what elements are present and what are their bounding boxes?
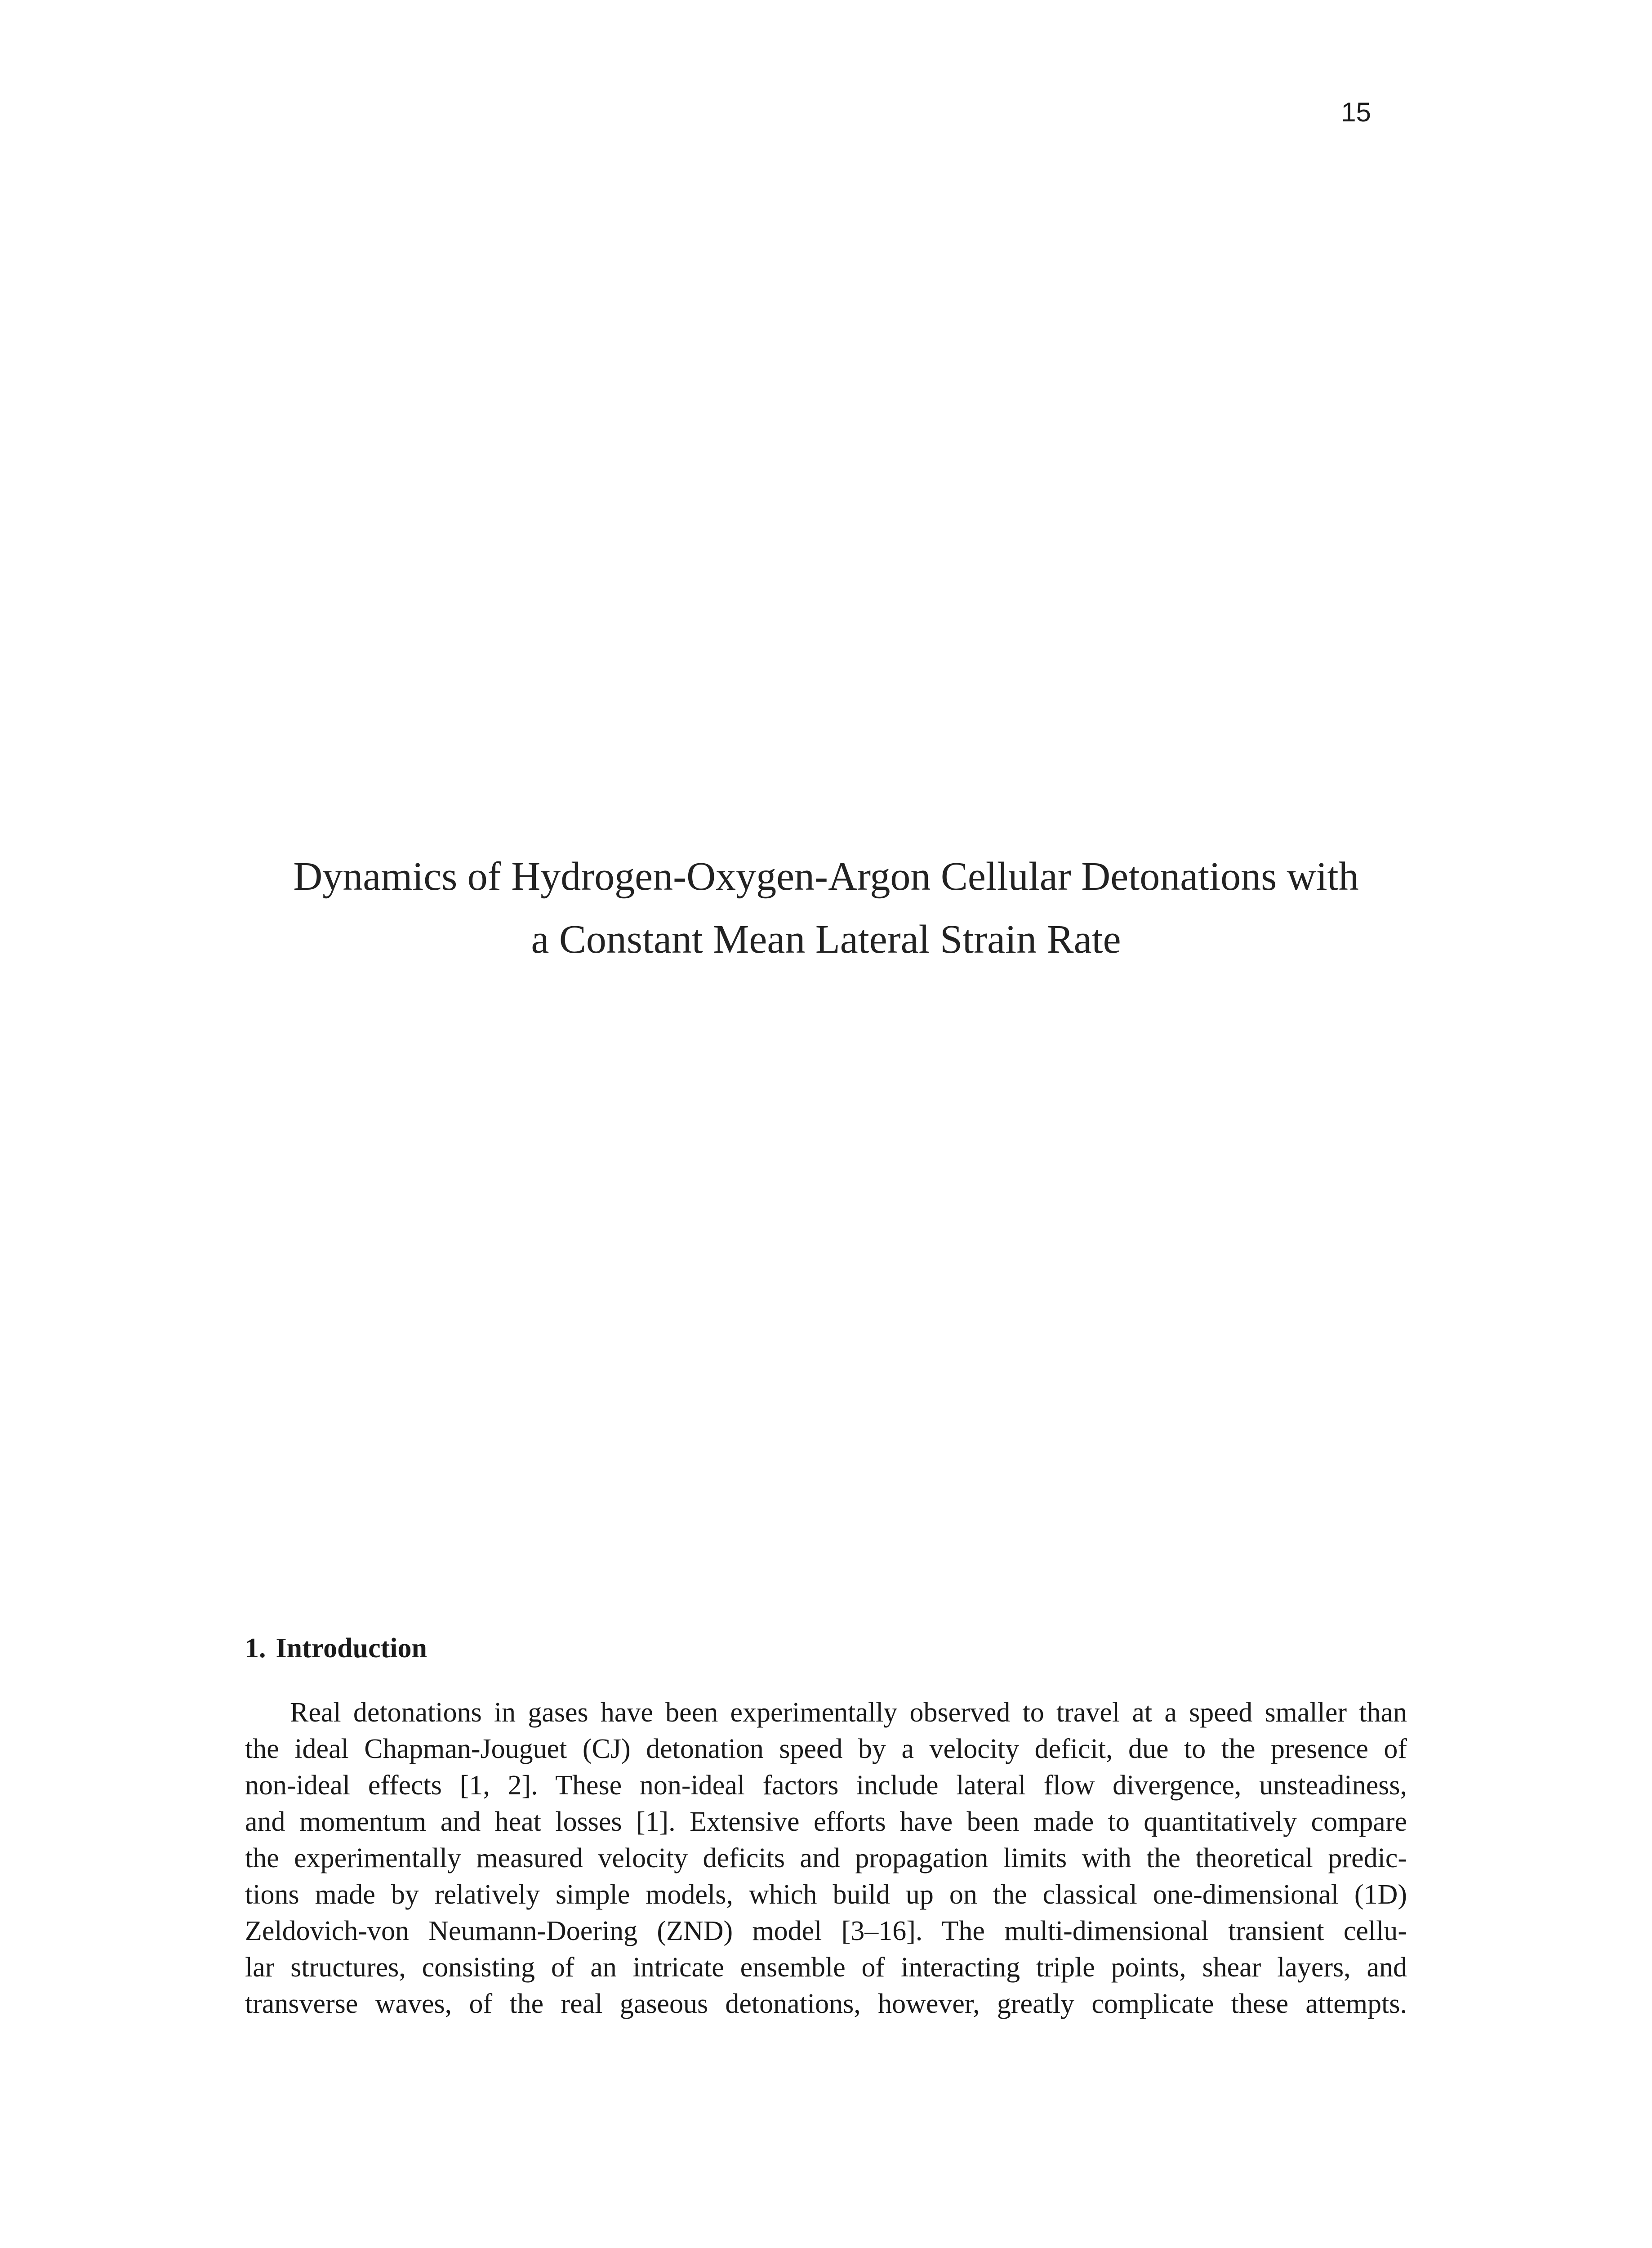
paragraph-line: Real detonations in gases have been experimentally observed to travel at a speed smaller than	[290, 1697, 1407, 1728]
title-line-1: Dynamics of Hydrogen-Oxygen-Argon Cellular Detonations with	[293, 854, 1359, 899]
section-heading	[245, 1634, 1407, 1662]
paragraph-line: and momentum and heat losses [1]. Extensive efforts have been made to quantitatively compare	[245, 1806, 1407, 1837]
title-line-2: a Constant Mean Lateral Strain Rate	[531, 917, 1121, 962]
paragraph-line: Zeldovich-von Neumann-Doering (ZND) model [3–16]. The multi-dimensional transient cellu-	[245, 1916, 1407, 1946]
intro-paragraph	[245, 1695, 1407, 2022]
page-number: 15	[1341, 97, 1371, 127]
section-number: 1.	[245, 1633, 266, 1664]
section-title: Introduction	[276, 1633, 427, 1664]
paragraph-line: transverse waves, of the real gaseous detonations, however, greatly complicate these attempts.	[245, 1989, 1407, 2019]
paragraph-line: tions made by relatively simple models, which build up on the classical one-dimensional (1D)	[245, 1879, 1407, 1910]
paragraph-line: the experimentally measured velocity deficits and propagation limits with the theoretical predic-	[245, 1843, 1407, 1873]
introduction-section	[245, 1634, 1407, 2022]
paragraph-line: non-ideal effects [1, 2]. These non-ideal factors include lateral flow divergence, unsteadiness,	[245, 1770, 1407, 1801]
paper-title	[245, 845, 1407, 971]
paragraph-line: the ideal Chapman-Jouguet (CJ) detonation speed by a velocity deficit, due to the presence of	[245, 1734, 1407, 1764]
paragraph-line: lar structures, consisting of an intricate ensemble of interacting triple points, shear layers, and	[245, 1952, 1407, 1983]
